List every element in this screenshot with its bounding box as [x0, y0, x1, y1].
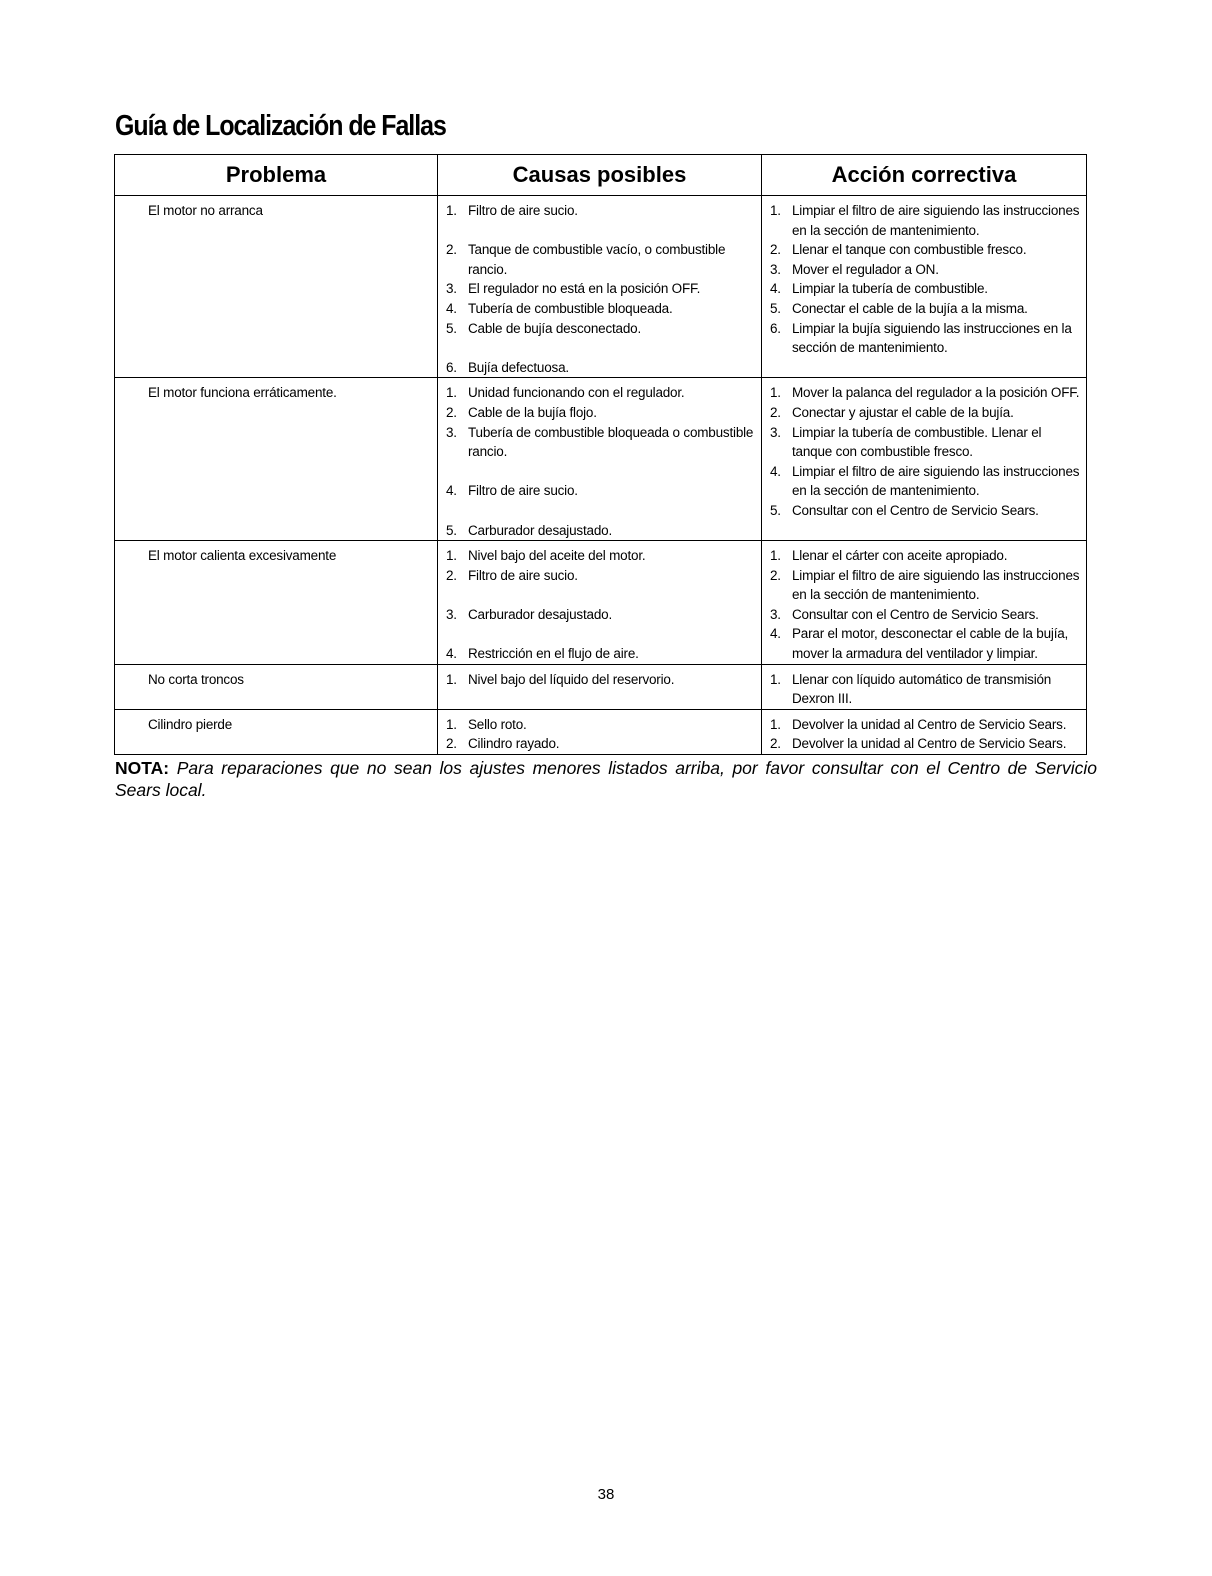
cause-item-number: 1.	[446, 716, 457, 732]
action-item	[770, 299, 1080, 319]
action-item-number: 3.	[770, 261, 781, 277]
action-item-text: Llenar con líquido automático de transmisión Dexron III.	[792, 671, 1052, 707]
actions-cell	[762, 378, 1087, 541]
causes-cell	[438, 378, 762, 541]
problem-cell: El motor no arranca	[115, 196, 438, 378]
action-item	[770, 240, 1080, 260]
cause-item-text: Filtro de aire sucio.	[468, 567, 578, 583]
actions-cell	[762, 709, 1087, 754]
causes-cell	[438, 541, 762, 665]
cause-item-number: 1.	[446, 203, 457, 218]
cause-item-text: Tubería de combustible bloqueada o combustible rancio.	[468, 424, 754, 460]
table-row	[115, 664, 1087, 709]
cause-item-number: 4.	[446, 483, 457, 499]
causes-cell	[438, 709, 762, 754]
action-item-text: Llenar el cárter con aceite apropiado.	[792, 548, 1008, 564]
spacer	[446, 585, 755, 605]
cause-item	[446, 201, 755, 221]
action-item-text: Llenar el tanque con combustible fresco.	[792, 242, 1027, 258]
header-action: Acción correctiva	[762, 155, 1087, 196]
action-item-text: Devolver la unidad al Centro de Servicio Sears.	[792, 716, 1067, 732]
table-row	[115, 196, 1087, 378]
spacer	[446, 462, 755, 482]
action-item	[770, 201, 1080, 240]
action-item-text: Limpiar la tubería de combustible.	[792, 281, 988, 297]
cause-item	[446, 319, 755, 339]
spacer	[446, 338, 755, 358]
causes-cell	[438, 664, 762, 709]
spacer	[446, 221, 755, 241]
action-item-text: Mover el regulador a ON.	[792, 261, 939, 277]
cause-item-number: 1.	[446, 548, 457, 564]
cause-item-text: Cable de la bujía flojo.	[468, 404, 597, 420]
table-body	[115, 196, 1087, 755]
page-number: 38	[597, 1486, 615, 1503]
action-item	[770, 501, 1080, 521]
cause-item-number: 5.	[446, 320, 457, 336]
action-item-text: Limpiar el filtro de aire siguiendo las instrucciones en la sección de mantenimiento.	[792, 567, 1080, 603]
action-item-number: 5.	[770, 502, 781, 518]
spacer	[446, 624, 755, 644]
cause-item-number: 3.	[446, 281, 457, 297]
cause-item	[446, 358, 755, 378]
cause-item-text: Carburador desajustado.	[468, 606, 612, 622]
cause-item-number: 2.	[446, 567, 457, 583]
action-item	[770, 670, 1080, 709]
cause-item	[446, 566, 755, 586]
action-item-text: Conectar y ajustar el cable de la bujía.	[792, 404, 1014, 420]
cause-item-number: 4.	[446, 300, 457, 316]
cause-item	[446, 546, 755, 566]
action-item-number: 4.	[770, 463, 781, 479]
action-item	[770, 566, 1080, 605]
problem-cell: Cilindro pierde	[115, 709, 438, 754]
action-item	[770, 423, 1080, 462]
action-item	[770, 734, 1080, 754]
cause-item-number: 2.	[446, 736, 457, 752]
actions-cell	[762, 541, 1087, 665]
cause-item	[446, 299, 755, 319]
action-item-number: 5.	[770, 300, 781, 316]
cause-item-text: Sello roto.	[468, 716, 527, 732]
action-item	[770, 462, 1080, 501]
spacer	[446, 501, 755, 521]
cause-item-number: 6.	[446, 359, 457, 375]
cause-item	[446, 734, 755, 754]
action-item-text: Limpiar la bujía siguiendo las instrucciones en la sección de mantenimiento.	[792, 320, 1072, 356]
action-item-text: Consultar con el Centro de Servicio Sears.	[792, 606, 1039, 622]
action-item	[770, 260, 1080, 280]
cause-item-text: El regulador no está en la posición OFF.	[468, 281, 701, 297]
cause-item	[446, 423, 755, 462]
action-item	[770, 383, 1080, 403]
action-item-number: 2.	[770, 567, 781, 583]
cause-item-number: 2.	[446, 404, 457, 420]
troubleshooting-table	[114, 154, 1087, 755]
cause-item	[446, 383, 755, 403]
cause-item	[446, 644, 755, 664]
cause-item-number: 2.	[446, 242, 457, 258]
action-item-number: 3.	[770, 424, 781, 440]
cause-item-text: Tubería de combustible bloqueada.	[468, 300, 673, 316]
cause-item	[446, 481, 755, 501]
cause-item-text: Unidad funcionando con el regulador.	[468, 385, 685, 401]
action-item	[770, 546, 1080, 566]
action-item	[770, 624, 1080, 663]
cause-item-number: 3.	[446, 606, 457, 622]
table-row	[115, 541, 1087, 665]
action-item	[770, 605, 1080, 625]
action-item-number: 1.	[770, 385, 781, 401]
action-item-number: 1.	[770, 671, 781, 687]
action-item-text: Limpiar el filtro de aire siguiendo las instrucciones en la sección de mantenimiento.	[792, 203, 1080, 238]
cause-item-text: Cilindro rayado.	[468, 736, 560, 752]
cause-item-text: Filtro de aire sucio.	[468, 203, 578, 218]
cause-item-text: Bujía defectuosa.	[468, 359, 569, 375]
action-item-number: 1.	[770, 548, 781, 564]
cause-item	[446, 670, 755, 690]
table-row	[115, 378, 1087, 541]
cause-item-number: 1.	[446, 671, 457, 687]
cause-item-number: 5.	[446, 522, 457, 538]
cause-item-number: 1.	[446, 385, 457, 401]
action-item	[770, 279, 1080, 299]
cause-item	[446, 521, 755, 541]
action-item-number: 1.	[770, 203, 781, 218]
actions-cell	[762, 196, 1087, 378]
note-label: NOTA:	[115, 758, 170, 778]
cause-item	[446, 279, 755, 299]
cause-item-number: 4.	[446, 646, 457, 662]
cause-item-text: Filtro de aire sucio.	[468, 483, 578, 499]
action-item-number: 6.	[770, 320, 781, 336]
action-item-number: 1.	[770, 716, 781, 732]
table-header-row	[115, 155, 1087, 196]
action-item-number: 3.	[770, 606, 781, 622]
cause-item-text: Nivel bajo del aceite del motor.	[468, 548, 646, 564]
action-item-text: Parar el motor, desconectar el cable de la bujía, mover la armadura del ventilador y limpiar.	[792, 626, 1069, 662]
problem-cell: El motor calienta excesivamente	[115, 541, 438, 665]
cause-item-text: Nivel bajo del líquido del reservorio.	[468, 671, 675, 687]
action-item-number: 2.	[770, 242, 781, 258]
action-item-number: 4.	[770, 626, 781, 642]
cause-item	[446, 605, 755, 625]
page-title: Guía de Localización de Fallas	[115, 110, 446, 142]
cause-item	[446, 240, 755, 279]
action-item	[770, 715, 1080, 735]
action-item-text: Mover la palanca del regulador a la posición OFF.	[792, 385, 1080, 401]
action-item	[770, 403, 1080, 423]
action-item-text: Conectar el cable de la bujía a la misma.	[792, 300, 1028, 316]
cause-item-text: Cable de bujía desconectado.	[468, 320, 642, 336]
cause-item-number: 3.	[446, 424, 457, 440]
cause-item-text: Restricción en el flujo de aire.	[468, 646, 639, 662]
problem-cell: No corta troncos	[115, 664, 438, 709]
action-item-number: 2.	[770, 404, 781, 420]
action-item-text: Consultar con el Centro de Servicio Sears.	[792, 502, 1039, 518]
header-problem: Problema	[115, 155, 438, 196]
cause-item-text: Carburador desajustado.	[468, 522, 612, 538]
action-item-text: Limpiar el filtro de aire siguiendo las instrucciones en la sección de mantenimiento.	[792, 463, 1080, 499]
header-causes: Causas posibles	[438, 155, 762, 196]
action-item-number: 2.	[770, 736, 781, 752]
action-item-number: 4.	[770, 281, 781, 297]
note-paragraph	[115, 757, 1097, 801]
causes-cell	[438, 196, 762, 378]
cause-item	[446, 715, 755, 735]
actions-cell	[762, 664, 1087, 709]
cause-item-text: Tanque de combustible vacío, o combustible rancio.	[468, 242, 726, 277]
action-item-text: Limpiar la tubería de combustible. Llenar el tanque con combustible fresco.	[792, 424, 1042, 460]
cause-item	[446, 403, 755, 423]
note-text: Para reparaciones que no sean los ajustes menores listados arriba, por favor consultar con el Centro de Servicio Sears local.	[115, 758, 1097, 800]
problem-cell: El motor funciona erráticamente.	[115, 378, 438, 541]
table-row	[115, 709, 1087, 754]
action-item-text: Devolver la unidad al Centro de Servicio Sears.	[792, 736, 1067, 752]
action-item	[770, 319, 1080, 358]
